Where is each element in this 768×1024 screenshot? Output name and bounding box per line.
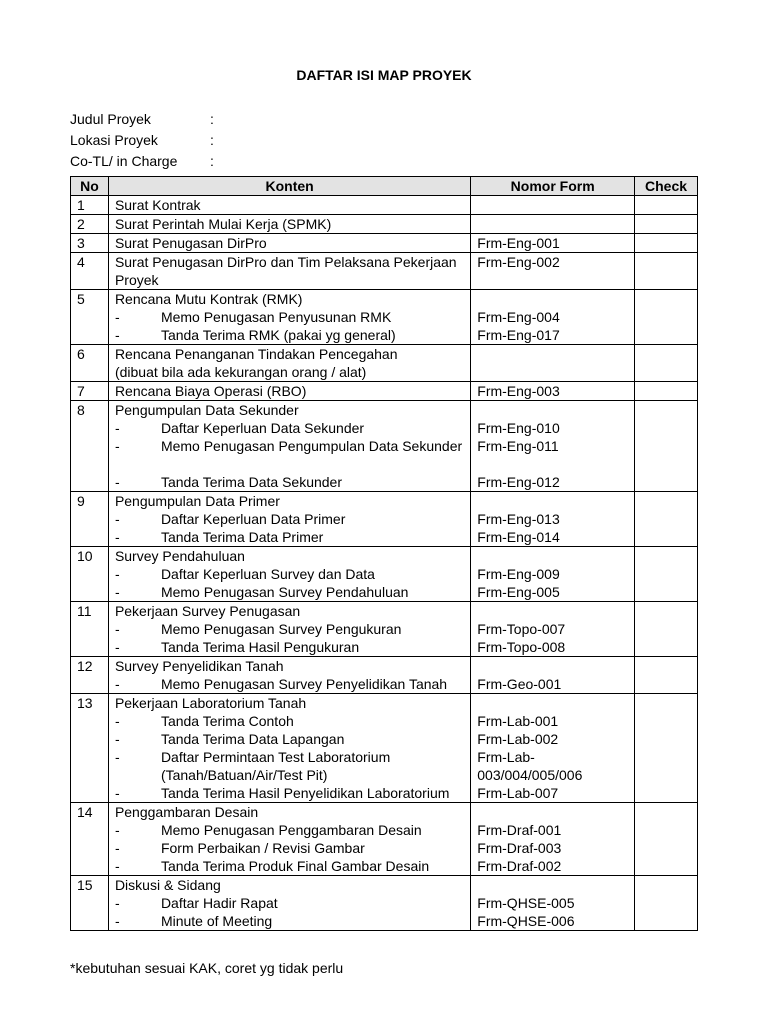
form-number-text (477, 290, 634, 308)
form-number-text (477, 196, 634, 214)
content-text: Tanda Terima Hasil Pengukuran (160, 639, 360, 655)
form-number-text: Frm-Lab-002 (477, 731, 559, 747)
row-number: 14 (71, 803, 109, 876)
row-form-number (471, 401, 635, 492)
content-subitem (115, 473, 470, 491)
contents-table (70, 176, 698, 931)
row-check (635, 401, 698, 492)
row-number: 2 (71, 215, 109, 234)
content-subitem (115, 419, 470, 437)
table-row (71, 196, 698, 215)
bullet-dash: - (114, 420, 120, 436)
content-text: Tanda Terima Data Sekunder (160, 474, 343, 490)
row-number: 1 (71, 196, 109, 215)
row-number: 3 (71, 234, 109, 253)
bullet-dash: - (114, 621, 120, 637)
row-content (108, 234, 470, 253)
table-row (71, 382, 698, 401)
form-number-text: Frm-Eng-010 (477, 420, 560, 436)
form-number-text (477, 345, 634, 363)
content-item: Pekerjaan Laboratorium Tanah (114, 695, 307, 711)
bullet-dash: - (114, 858, 120, 874)
content-item: Rencana Biaya Operasi (RBO) (114, 383, 307, 399)
form-number-text (477, 401, 634, 419)
header-form-number: Nomor Form (471, 177, 635, 196)
row-check (635, 196, 698, 215)
document-title: DAFTAR ISI MAP PROYEK (296, 67, 472, 83)
form-number-text: Frm-Eng-013 (477, 511, 560, 527)
row-number: 12 (71, 657, 109, 694)
person-in-charge-field (70, 153, 214, 169)
content-text: Tanda Terima Hasil Penyelidikan Laboratorium (160, 785, 450, 801)
project-location-field (70, 132, 214, 148)
table-row (71, 401, 698, 492)
row-check (635, 803, 698, 876)
form-number-text: Frm-QHSE-006 (477, 913, 575, 929)
row-form-number (471, 492, 635, 547)
bullet-dash: - (114, 749, 120, 765)
form-number-text (477, 547, 634, 565)
field-separator: : (210, 153, 214, 169)
row-number: 15 (71, 876, 109, 931)
row-form-number (471, 196, 635, 215)
row-check (635, 547, 698, 602)
row-form-number (471, 602, 635, 657)
content-text: Memo Penugasan Pengumpulan Data Sekunder (160, 438, 463, 454)
row-form-number (471, 215, 635, 234)
row-content (108, 876, 470, 931)
form-number-text: Frm-Draf-003 (477, 840, 562, 856)
row-form-number (471, 345, 635, 382)
form-number-text: Frm-Lab-007 (477, 785, 559, 801)
content-text: Daftar Permintaan Test Laboratorium (Tanah/Batuan/Air/Test Pit) (160, 749, 391, 783)
table-row (71, 876, 698, 931)
form-number-text (477, 694, 634, 712)
table-row (71, 253, 698, 290)
content-subitem (115, 638, 470, 656)
bullet-dash: - (114, 566, 120, 582)
row-content (108, 382, 470, 401)
content-subitem (115, 308, 470, 326)
field-separator: : (210, 132, 214, 148)
form-number-text: Frm-Eng-014 (477, 529, 560, 545)
row-check (635, 382, 698, 401)
row-check (635, 657, 698, 694)
bullet-dash: - (114, 529, 120, 545)
row-content (108, 547, 470, 602)
content-text: Memo Penugasan Penggambaran Desain (160, 822, 422, 838)
row-number: 8 (71, 401, 109, 492)
content-subitem (115, 510, 470, 528)
bullet-dash: - (114, 438, 120, 454)
content-text: Tanda Terima Data Lapangan (160, 731, 345, 747)
content-item: Diskusi & Sidang (114, 877, 221, 893)
content-subitem (115, 326, 470, 344)
form-number-text: Frm-Eng-005 (477, 584, 560, 600)
content-item: Surat Kontrak (114, 197, 201, 213)
content-item: Surat Penugasan DirPro dan Tim Pelaksana Pekerjaan Proyek (114, 254, 457, 288)
form-number-text (477, 492, 634, 510)
form-number-text: Frm-Topo-007 (477, 621, 566, 637)
content-subitem (115, 730, 470, 748)
content-item: Penggambaran Desain (114, 804, 259, 820)
bullet-dash: - (114, 676, 120, 692)
row-check (635, 234, 698, 253)
row-number: 6 (71, 345, 109, 382)
row-content (108, 657, 470, 694)
bullet-dash: - (114, 639, 120, 655)
table-row (71, 492, 698, 547)
content-subitem (115, 583, 470, 601)
row-check (635, 290, 698, 345)
bullet-dash: - (114, 584, 120, 600)
form-number-text: Frm-Geo-001 (477, 676, 562, 692)
bullet-dash: - (114, 731, 120, 747)
field-label: Co-TL/ in Charge (70, 153, 178, 169)
table-row (71, 290, 698, 345)
row-content (108, 803, 470, 876)
row-number: 5 (71, 290, 109, 345)
row-form-number (471, 803, 635, 876)
content-text: Memo Penugasan Survey Penyelidikan Tanah (160, 676, 448, 692)
content-item: Survey Pendahuluan (114, 548, 245, 564)
row-check (635, 345, 698, 382)
row-content (108, 602, 470, 657)
bullet-dash: - (114, 327, 120, 343)
header-no: No (71, 177, 109, 196)
form-number-text (477, 602, 634, 620)
form-number-text: Frm-Lab-003/004/005/006 (477, 749, 583, 783)
content-item: Rencana Penanganan Tindakan Pencegahan (114, 346, 398, 362)
bullet-dash: - (114, 474, 120, 490)
row-number: 10 (71, 547, 109, 602)
row-number: 7 (71, 382, 109, 401)
table-row (71, 694, 698, 803)
row-content (108, 492, 470, 547)
row-form-number (471, 876, 635, 931)
form-number-text: Frm-Eng-011 (477, 438, 559, 454)
content-text: Form Perbaikan / Revisi Gambar (160, 840, 365, 856)
form-number-text (477, 215, 634, 233)
table-row (71, 547, 698, 602)
content-subitem (115, 821, 470, 839)
content-item: (dibuat bila ada kekurangan orang / alat) (114, 364, 367, 380)
table-row (71, 215, 698, 234)
row-content (108, 694, 470, 803)
bullet-dash: - (114, 895, 120, 911)
content-item: Surat Perintah Mulai Kerja (SPMK) (114, 216, 332, 232)
row-form-number (471, 290, 635, 345)
content-subitem (115, 712, 470, 730)
form-number-text: Frm-Eng-003 (477, 383, 560, 399)
header-check: Check (635, 177, 698, 196)
form-number-text: Frm-Draf-001 (477, 822, 562, 838)
row-content (108, 215, 470, 234)
content-item: Pengumpulan Data Primer (114, 493, 280, 509)
form-number-text: Frm-Lab-001 (477, 713, 559, 729)
row-check (635, 215, 698, 234)
row-content (108, 253, 470, 290)
row-check (635, 253, 698, 290)
form-number-text (477, 803, 634, 821)
form-number-text: Frm-Draf-002 (477, 858, 562, 874)
content-text: Daftar Keperluan Data Sekunder (160, 420, 365, 436)
row-form-number (471, 694, 635, 803)
form-number-text (477, 876, 634, 894)
bullet-dash: - (114, 713, 120, 729)
row-number: 13 (71, 694, 109, 803)
form-number-text: Frm-Topo-008 (477, 639, 566, 655)
form-number-text: Frm-Eng-001 (477, 235, 560, 251)
row-content (108, 290, 470, 345)
form-number-text (477, 363, 634, 381)
content-subitem (115, 857, 470, 875)
form-number-text: Frm-QHSE-005 (477, 895, 575, 911)
project-title-field (70, 111, 214, 127)
table-row (71, 234, 698, 253)
row-content (108, 345, 470, 382)
content-item: Rencana Mutu Kontrak (RMK) (114, 291, 303, 307)
table-row (71, 602, 698, 657)
bullet-dash: - (114, 785, 120, 801)
row-content (108, 196, 470, 215)
content-subitem (115, 748, 470, 784)
row-check (635, 694, 698, 803)
content-text: Daftar Hadir Rapat (160, 895, 278, 911)
table-row (71, 803, 698, 876)
footnote: *kebutuhan sesuai KAK, coret yg tidak perlu (70, 960, 344, 976)
field-label: Lokasi Proyek (70, 132, 158, 148)
form-number-text: Frm-Eng-012 (477, 474, 560, 490)
form-number-text: Frm-Eng-004 (477, 309, 560, 325)
row-check (635, 876, 698, 931)
content-subitem (115, 912, 470, 930)
content-text: Daftar Keperluan Data Primer (160, 511, 346, 527)
row-check (635, 492, 698, 547)
content-text: Memo Penugasan Survey Pengukuran (160, 621, 402, 637)
table-row (71, 657, 698, 694)
row-number: 11 (71, 602, 109, 657)
form-number-text (477, 657, 634, 675)
form-number-text: Frm-Eng-002 (477, 254, 560, 270)
table-row (71, 345, 698, 382)
row-check (635, 602, 698, 657)
bullet-dash: - (114, 913, 120, 929)
content-subitem (115, 565, 470, 583)
row-number: 4 (71, 253, 109, 290)
bullet-dash: - (114, 840, 120, 856)
content-subitem (115, 894, 470, 912)
content-item: Pekerjaan Survey Penugasan (114, 603, 301, 619)
content-subitem (115, 528, 470, 546)
form-number-text: Frm-Eng-009 (477, 566, 560, 582)
table-header-row (71, 177, 698, 196)
bullet-dash: - (114, 822, 120, 838)
content-subitem (115, 620, 470, 638)
form-number-text: Frm-Eng-017 (477, 327, 560, 343)
row-content (108, 401, 470, 492)
row-form-number (471, 234, 635, 253)
content-text: Memo Penugasan Survey Pendahuluan (160, 584, 409, 600)
content-text: Minute of Meeting (160, 913, 273, 929)
content-text: Memo Penugasan Penyusunan RMK (160, 309, 392, 325)
content-subitem (115, 784, 470, 802)
row-form-number (471, 547, 635, 602)
content-text: Tanda Terima Contoh (160, 713, 294, 729)
content-text: Tanda Terima Produk Final Gambar Desain (160, 858, 430, 874)
content-item: Survey Penyelidikan Tanah (114, 658, 284, 674)
content-text: Daftar Keperluan Survey dan Data (160, 566, 375, 582)
content-subitem (115, 675, 470, 693)
field-label: Judul Proyek (70, 111, 151, 127)
row-form-number (471, 253, 635, 290)
content-text: Tanda Terima Data Primer (160, 529, 324, 545)
field-separator: : (210, 111, 214, 127)
bullet-dash: - (114, 511, 120, 527)
row-form-number (471, 382, 635, 401)
header-content: Konten (108, 177, 470, 196)
row-number: 9 (71, 492, 109, 547)
bullet-dash: - (114, 309, 120, 325)
content-item: Pengumpulan Data Sekunder (114, 402, 299, 418)
content-item: Surat Penugasan DirPro (114, 235, 267, 251)
content-text: Tanda Terima RMK (pakai yg general) (160, 327, 396, 343)
content-subitem (115, 437, 470, 473)
row-form-number (471, 657, 635, 694)
content-subitem (115, 839, 470, 857)
